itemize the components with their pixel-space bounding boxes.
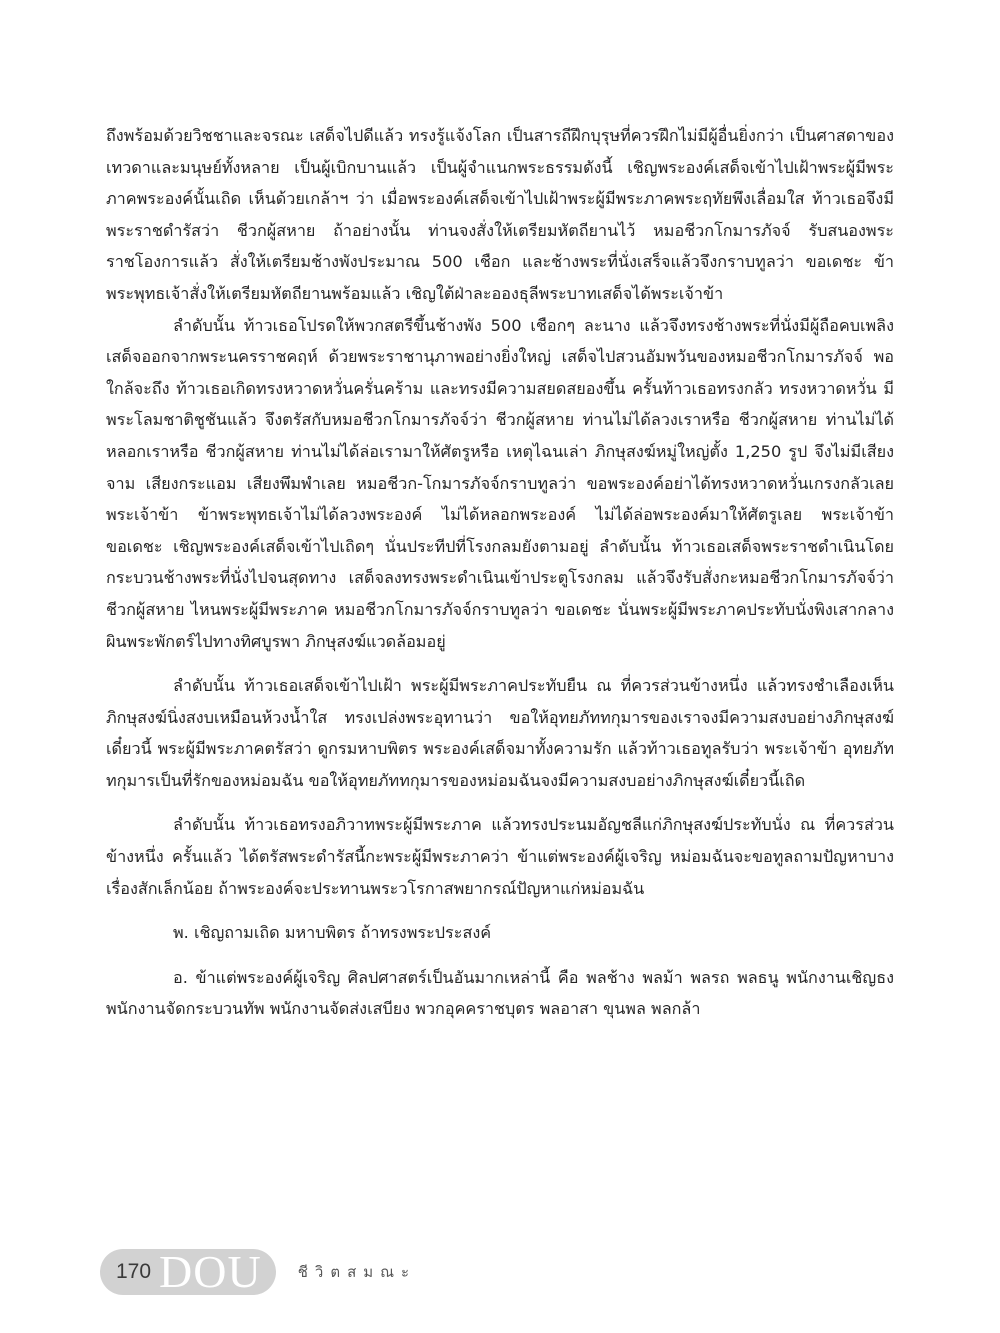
paragraph-dialogue: อ. ข้าแต่พระองค์ผู้เจริญ ศิลปศาสตร์เป็นอันมากเหล่านี้ คือ พลช้าง พลม้า พลรถ พลธนู พนักงานเชิญธง พนักงานจัดกระบวนทัพ พนักงานจัดส่งเสบียง พวกอุคคราชบุตร พลอาสา ขุนพล พลกล้า [106,967,894,1019]
page-footer [100,1248,416,1296]
paragraph-continuation: ถึงพร้อมด้วยวิชชาและจรณะ เสด็จไปดีแล้ว ทรงรู้แจ้งโลก เป็นสารถีฝึกบุรุษที่ควรฝึกไม่มีผู้อื่นยิ่งกว่า เป็นศาสดาของเทวดาและมนุษย์ทั้งหลาย เป็นผู้เบิกบานแล้ว เป็นผู้จำแนกพระธรรมดังนี้ เชิญพระองค์เสด็จเข้าไปเฝ้าพระผู้มีพระภาคพระองค์นั้นเถิด เห็นด้วยเกล้าฯ ว่า เมื่อพระองค์เสด็จเข้าไปเฝ้าพระผู้มีพระภาคพระฤทัยพึงเลื่อมใส ท้าวเธอจึงมีพระราชดำรัสว่า ชีวกผู้สหาย ถ้าอย่างนั้น ท่านจงสั่งให้เตรียมหัตถียานไว้ หมอชีวกโกมารภัจจ์ รับสนองพระราชโองการแล้ว สั่งให้เตรียมช้างพังประมาณ 500 เชือก และช้างพระที่นั่งเสร็จแล้วจึงกราบทูลว่า ขอเดชะ ข้าพระพุทธเจ้าสั่งให้เตรียมหัตถียานพร้อมแล้ว เชิญใต้ฝ่าละอองธุลีพระบาทเสด็จได้พระเจ้าข้า [106,126,894,303]
paragraph: ลำดับนั้น ท้าวเธอเสด็จเข้าไปเฝ้า พระผู้มีพระภาคประทับยืน ณ ที่ควรส่วนข้างหนึ่ง แล้วทรงชำเลืองเห็นภิกษุสงฆ์นิ่งสงบเหมือนห้วงน้ำใส ทรงเปล่งพระอุทานว่า ขอให้อุทยภัททกุมารของเราจงมีความสงบอย่างภิกษุสงฆ์เดี๋ยวนี้ พระผู้มีพระภาคตรัสว่า ดูกรมหาบพิตร พระองค์เสด็จมาทั้งความรัก แล้วท้าวเธอทูลรับว่า พระเจ้าข้า อุทยภัททกุมารเป็นที่รักของหม่อมฉัน ขอให้อุทยภัททกุมารของหม่อมฉันจงมีความสงบอย่างภิกษุสงฆ์เดี๋ยวนี้เถิด [106,676,894,790]
page-number: 170 [116,1260,152,1283]
dou-logo: DOU [159,1246,262,1297]
footer-badge [100,1246,276,1297]
body-text [106,120,894,1025]
paragraph-dialogue: พ. เชิญถามเถิด มหาบพิตร ถ้าทรงพระประสงค์ [173,923,492,943]
book-title: ชีวิตสมณะ [297,1263,417,1281]
paragraph: ลำดับนั้น ท้าวเธอโปรดให้พวกสตรีขึ้นช้างพัง 500 เชือกๆ ละนาง แล้วจึงทรงช้างพระที่นั่งมีผู้ถือคบเพลิง เสด็จออกจากพระนครราชคฤห์ ด้วยพระราชานุภาพอย่างยิ่งใหญ่ เสด็จไปสวนอัมพวันของหมอชีวกโกมารภัจจ์ พอใกล้จะถึง ท้าวเธอเกิดทรงหวาดหวั่นครั่นคร้าม และทรงมีความสยดสยองขึ้น ครั้นท้าวเธอทรงกลัว ทรงหวาดหวั่น มีพระโลมชาติชูชันแล้ว จึงตรัสกับหมอชีวกโกมารภัจจ์ว่า ชีวกผู้สหาย ท่านไม่ได้ลวงเราหรือ ชีวกผู้สหาย ท่านไม่ได้หลอกเราหรือ ชีวกผู้สหาย ท่านไม่ได้ล่อเรามาให้ศัตรูหรือ เหตุไฉนเล่า ภิกษุสงฆ์หมู่ใหญ่ตั้ง 1,250 รูป จึงไม่มีเสียงจาม เสียงกระแอม เสียงพึมพำเลย หมอชีวก-โกมารภัจจ์กราบทูลว่า ขอพระองค์อย่าได้ทรงหวาดหวั่นเกรงกลัวเลยพระเจ้าข้า ข้าพระพุทธเจ้าไม่ได้ลวงพระองค์ ไม่ได้หลอกพระองค์ ไม่ได้ล่อพระองค์มาให้ศัตรูเลย พระเจ้าข้า ขอเดชะ เชิญพระองค์เสด็จเข้าไปเถิดๆ นั่นประทีปที่โรงกลมยังตามอยู่ ลำดับนั้น ท้าวเธอเสด็จพระราชดำเนินโดยกระบวนช้างพระที่นั่งไปจนสุดทาง เสด็จลงทรงพระดำเนินเข้าประตูโรงกลม แล้วจึงรับสั่งกะหมอชีวกโกมารภัจจ์ว่า ชีวกผู้สหาย ไหนพระผู้มีพระภาค หมอชีวกโกมารภัจจ์กราบทูลว่า ขอเดชะ นั่นพระผู้มีพระภาคประทับนั่งพิงเสากลาง ผินพระพักตร์ไปทางทิศบูรพา ภิกษุสงฆ์แวดล้อมอยู่ [106,315,894,651]
paragraph: ลำดับนั้น ท้าวเธอทรงอภิวาทพระผู้มีพระภาค แล้วทรงประนมอัญชลีแก่ภิกษุสงฆ์ประทับนั่ง ณ ที่ควรส่วนข้างหนึ่ง ครั้นแล้ว ได้ตรัสพระดำรัสนี้กะพระผู้มีพระภาคว่า ข้าแต่พระองค์ผู้เจริญ หม่อมฉันจะขอทูลถามปัญหาบางเรื่องสักเล็กน้อย ถ้าพระองค์จะประทานพระวโรกาสพยากรณ์ปัญหาแก่หม่อมฉัน [106,815,894,898]
